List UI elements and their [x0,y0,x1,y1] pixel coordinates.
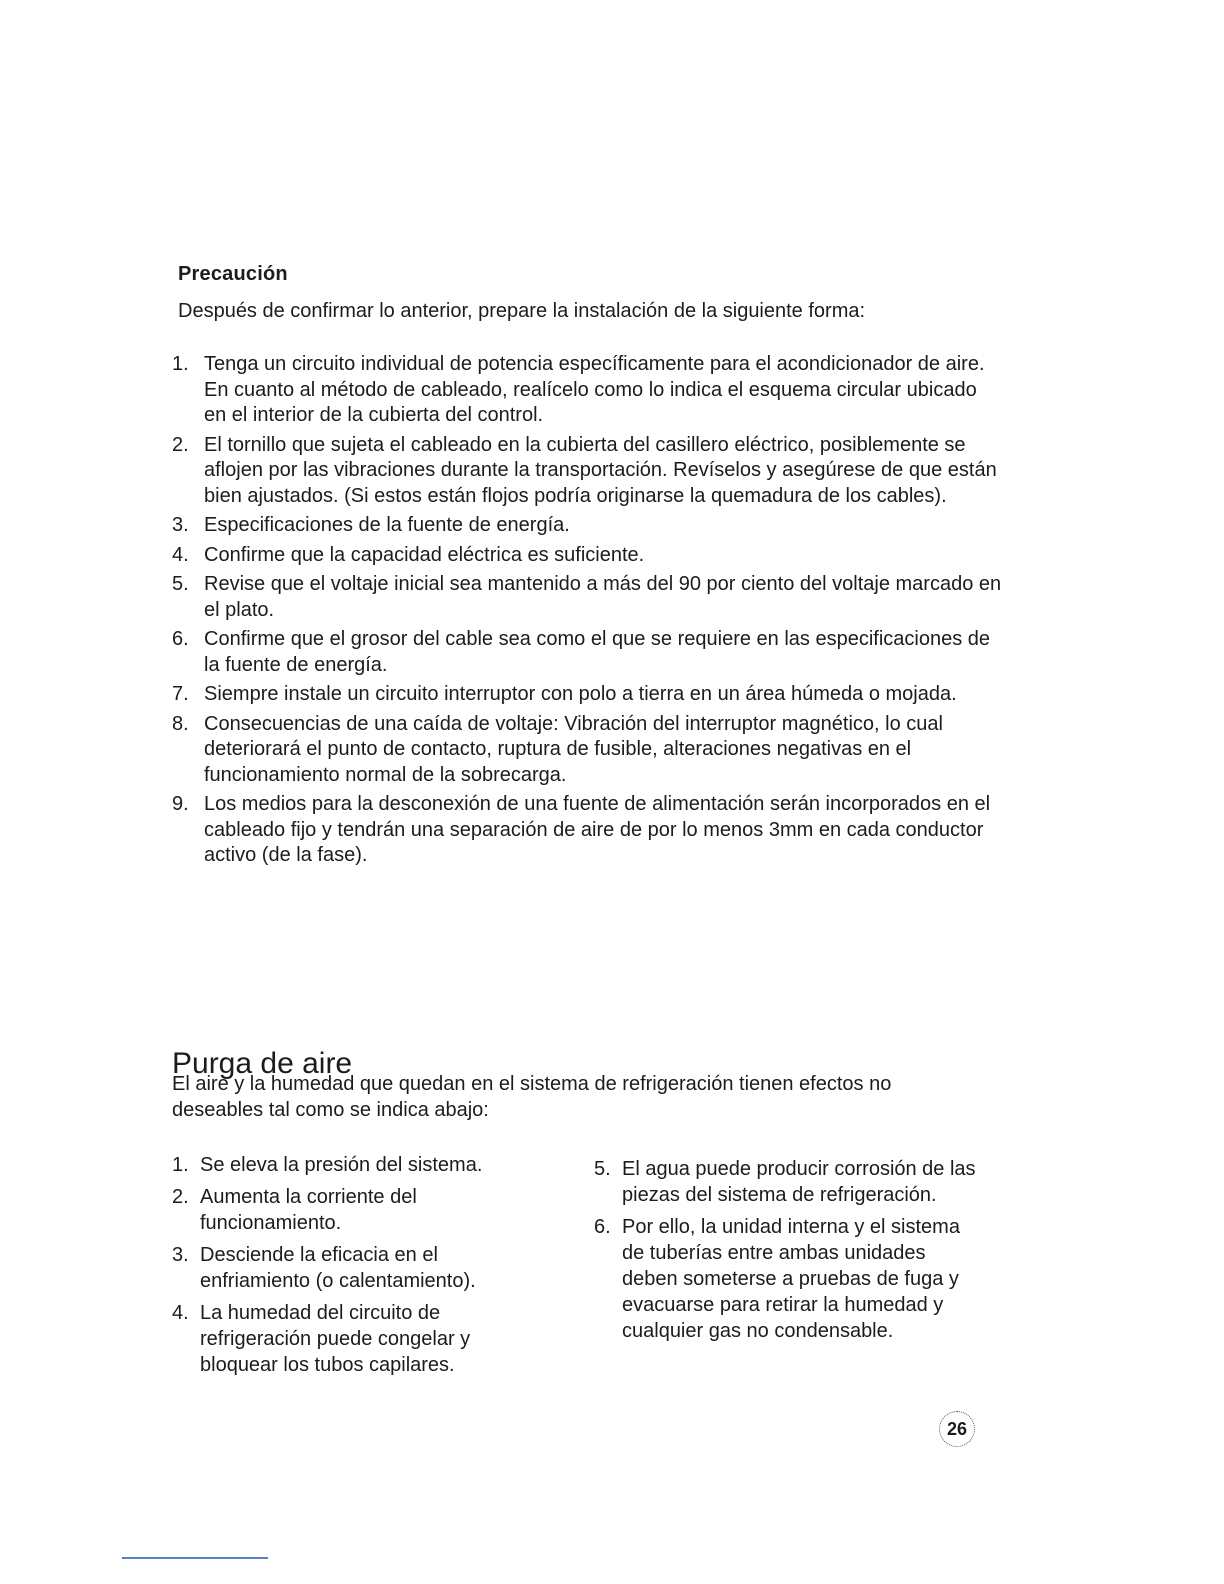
item-text: Revise que el voltaje inicial sea mantenido a más del 90 por ciento del voltaje marcado en el plato. [204,573,1002,621]
item-text: Desciende la eficacia en el enfriamiento (o calentamiento). [200,1244,476,1292]
list-item [172,433,1002,510]
section-title: Purga de aire [172,1046,353,1080]
item-number: 5. [594,1158,611,1180]
item-number: 3. [172,514,189,536]
item-number: 3. [172,1244,189,1266]
item-number: 6. [594,1216,611,1238]
item-number: 7. [172,683,189,705]
item-number: 4. [172,543,189,566]
list-item [172,1152,552,1178]
list-item [172,627,1002,678]
list-item [172,543,1002,569]
item-text: Especificaciones de la fuente de energía. [204,514,570,536]
item-number: 4. [172,1302,189,1324]
effects-list-left [172,1152,552,1384]
item-number: 2. [172,1186,189,1208]
item-text: Se eleva la presión del sistema. [200,1154,483,1176]
list-item [172,1300,552,1378]
item-number: 1. [172,1154,189,1176]
item-text: El agua puede producir corrosión de las piezas del sistema de refrigeración. [622,1158,976,1206]
list-item [594,1156,984,1208]
item-text: Confirme que la capacidad eléctrica es suficiente. [204,543,645,566]
list-item [172,1184,552,1236]
item-number: 1. [172,353,189,375]
list-item [172,572,1002,623]
list-item [172,513,1002,539]
item-text: Confirme que el grosor del cable sea como el que se requiere en las especificaciones de la fuente de energía. [204,628,991,676]
item-text: Consecuencias de una caída de voltaje: Vibración del interruptor magnético, lo cual deteriorará el punto de contacto, ruptura de fusible, alteraciones negativas en el funcionamiento normal de la sobrecarga. [204,712,943,786]
item-text: Aumenta la corriente del funcionamiento. [200,1186,417,1234]
list-item [172,682,1002,708]
item-text: Por ello, la unidad interna y el sistema de tuberías entre ambas unidades deben someterse a pruebas de fuga y evacuarse para retirar la humedad y cualquier gas no condensable. [622,1216,960,1342]
item-number: 8. [172,712,189,735]
list-item [172,1242,552,1294]
item-text: Los medios para la desconexión de una fuente de alimentación serán incorporados en el cableado fijo y tendrán una separación de aire de por lo menos 3mm en cada conductor activo (de la fase). [204,793,991,866]
item-number: 9. [172,793,189,815]
item-text: El tornillo que sujeta el cableado en la cubierta del casillero eléctrico, posiblemente se aflojen por las vibraciones durante la transportación. Revíselos y asegúrese de que están bien ajustados. (Si estos están flojos podría originarse la quemadura de los cables). [204,433,997,507]
page-number: 26 [939,1411,975,1447]
item-number: 5. [172,573,189,595]
list-item [594,1214,984,1344]
effects-list-right [594,1156,984,1350]
item-text: Tenga un circuito individual de potencia específicamente para el acondicionador de aire. En cuanto al método de cableado, realícelo como lo indica el esquema circular ubicado en el interior de la cubierta del control. [204,353,985,426]
caution-intro: Después de confirmar lo anterior, prepare la instalación de la siguiente forma: [178,300,866,322]
caution-heading: Precaución [178,263,288,285]
list-item [172,712,1002,789]
purge-intro: El aire y la humedad que quedan en el sistema de refrigeración tienen efectos no deseables tal como se indica abajo: [172,1073,892,1121]
caution-list [172,352,1002,873]
item-text: La humedad del circuito de refrigeración puede congelar y bloquear los tubos capilares. [200,1302,471,1376]
item-number: 6. [172,628,189,650]
item-text: Siempre instale un circuito interruptor con polo a tierra en un área húmeda o mojada. [204,683,957,705]
list-item [172,792,1002,869]
item-number: 2. [172,433,189,456]
list-item [172,352,1002,429]
footer-divider [122,1557,268,1559]
